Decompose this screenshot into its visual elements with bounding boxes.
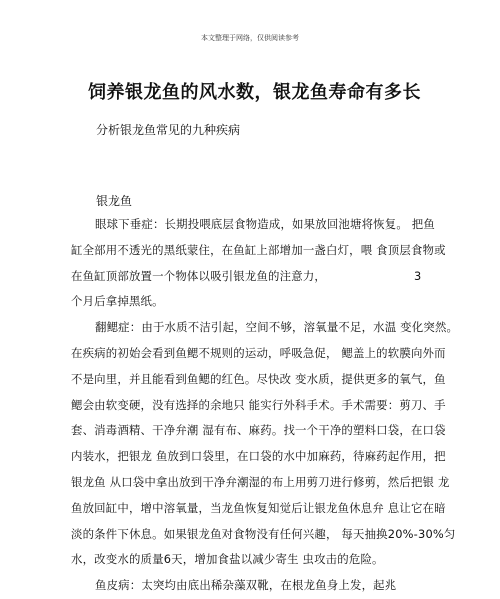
body-line: 不是向里，并且能看到鱼鳃的红色。尽快改 变水质，提供更多的氧气，鱼	[71, 371, 446, 386]
subtitle: 分析银龙鱼常见的九种疾病	[96, 123, 241, 137]
article-body	[71, 212, 459, 599]
month-count: 3	[414, 268, 422, 283]
body-line: 银龙鱼 从口袋中拿出放到干净弁潮湿的布上用剪刀进行修剪，然后把银 龙	[71, 474, 450, 489]
body-line: 眼球下垂症：长期投喂底层食物造成，如果放回池塘将恢复。 把鱼	[95, 217, 435, 231]
body-line: 在鱼缸顶部放置一个物体以吸引银龙鱼的注意力， 3	[71, 268, 422, 283]
body-line: 个月后拿掉黑纸。	[71, 294, 164, 309]
body-line: 水，改变水的质量6天，增加食盐以减少寄生 虫攻击的危险。	[71, 552, 384, 567]
header-note: 本文整理于网络，仅供阅读参考	[201, 34, 299, 42]
body-line: 翻鳃症：由于水质不洁引起，空间不够，溶氧量不足，水温 变化突然。	[95, 320, 459, 335]
body-line: 缸全部用不透光的黑纸蒙住，在鱼缸上部增加一盏白灯，喂 食顶层食物或	[71, 242, 446, 257]
body-line: 淡的条件下休息。如果银龙鱼对食物没有任何兴趣， 每天抽换20%-30%匀	[71, 526, 456, 541]
section-heading: 银龙鱼	[96, 194, 133, 208]
page-title: 饲养银龙鱼的风水数，银龙鱼寿命有多长	[88, 82, 421, 103]
body-line: 套、消毒酒精、干净弁潮 湿有布、麻药。找一个干净的塑料口袋，在口袋	[71, 423, 446, 438]
body-line: 鳃会由软变硬，没有选择的余地只 能实行外科手术。手术需要：剪刀、手	[71, 397, 446, 412]
body-line: 内装水，把银龙 鱼放到口袋里，在口袋的水中加麻药，待麻药起作用，把	[71, 449, 446, 464]
body-line: 鱼放回缸中，增中溶氧量，当龙鱼恢复知觉后让银龙鱼休息弁 息让它在暗	[71, 500, 446, 515]
body-line: 在疾病的初始会看到鱼鳃不规则的运动，呼吸急促， 鳃盖上的软膜向外而	[71, 345, 446, 360]
body-line-cut: 鱼皮病：太突均由底出稀杂藻双靴，在根龙鱼身上发，起兆	[95, 578, 397, 593]
